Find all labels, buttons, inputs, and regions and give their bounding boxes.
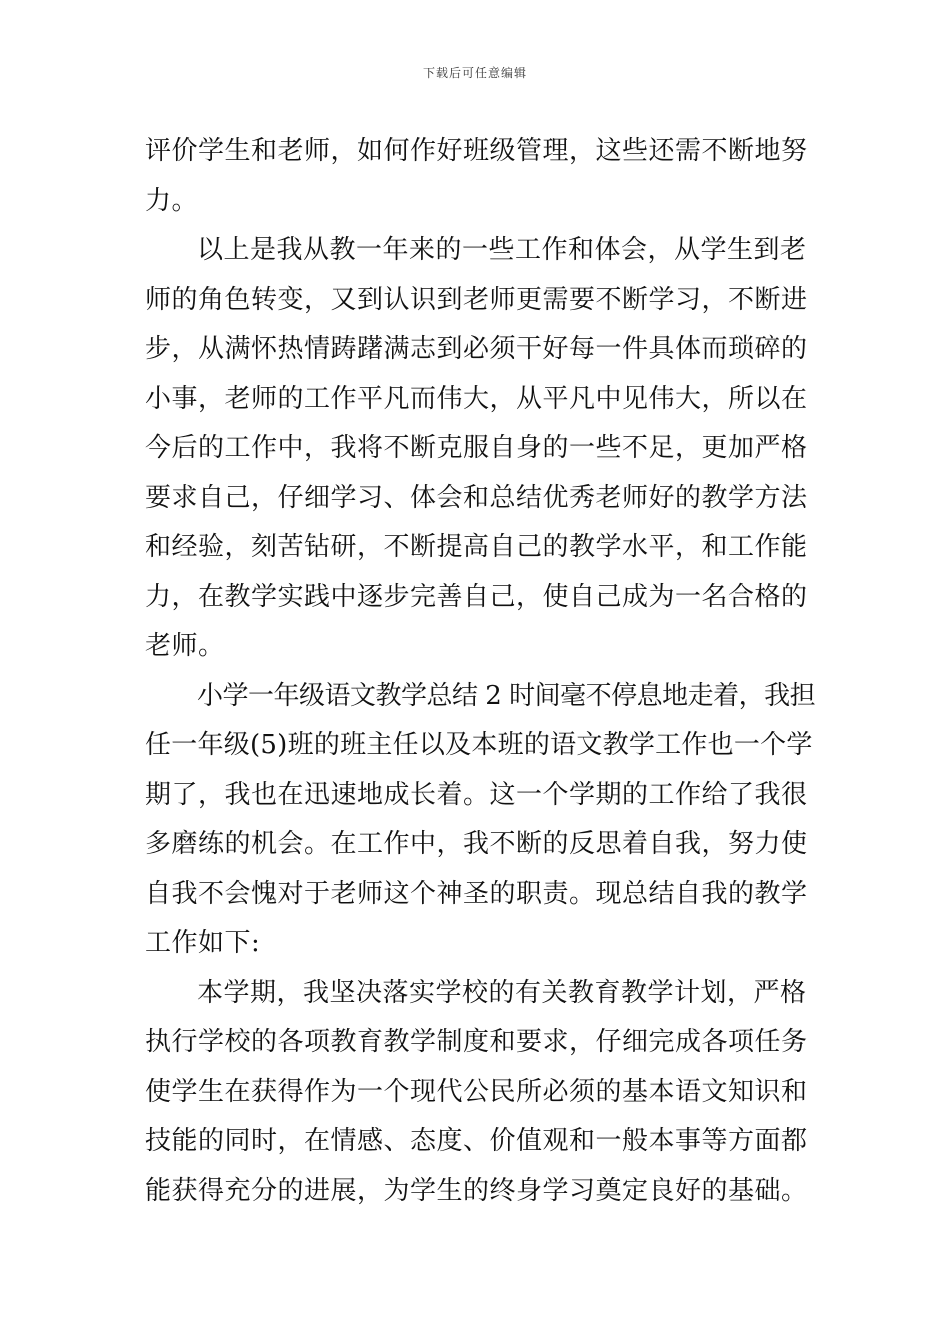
text-line: 今后的工作中，我将不断克服自身的一些不足，更加严格 (145, 433, 808, 463)
page-header: 下载后可任意编辑 (422, 66, 527, 80)
text-line: 评价学生和老师，如何作好班级管理，这些还需不断地努 (145, 136, 808, 166)
text-line: 要求自己，仔细学习、体会和总结优秀老师好的教学方法 (145, 482, 808, 513)
text-line: 和经验，刻苦钻研，不断提高自己的教学水平，和工作能 (145, 532, 808, 562)
text-line: 步，从满怀热情踌躇满志到必须干好每一件具体而琐碎的 (145, 334, 808, 364)
text-line: 使学生在获得作为一个现代公民所必须的基本语文知识和 (145, 1076, 808, 1107)
text-line: 能获得充分的进展，为学生的终身学习奠定良好的基础。 (145, 1175, 808, 1206)
text-line: 老师。 (145, 631, 225, 661)
paragraph-start-line: 以上是我从教一年来的一些工作和体会，从学生到老 (197, 235, 807, 265)
text-line: 力。 (145, 185, 199, 216)
text-line: 师的角色转变，又到认识到老师更需要不断学习，不断进 (145, 284, 808, 315)
paragraph-start-line: 小学一年级语文教学总结 2 时间毫不停息地走着，我担 (197, 680, 816, 711)
text-line: 技能的同时，在情感、态度、价值观和一般本事等方面都 (145, 1126, 808, 1156)
text-line: 力，在教学实践中逐步完善自己，使自己成为一名合格的 (145, 581, 808, 612)
text-line: 多磨练的机会。在工作中，我不断的反思着自我，努力使 (145, 829, 808, 859)
text-line: 工作如下: (145, 928, 261, 958)
text-line: 执行学校的各项教育教学制度和要求，仔细完成各项任务 (145, 1027, 808, 1057)
text-line: 期了，我也在迅速地成长着。这一个学期的工作给了我很 (145, 779, 808, 810)
text-line: 自我不会愧对于老师这个神圣的职责。现总结自我的教学 (145, 878, 808, 909)
text-line: 小事，老师的工作平凡而伟大，从平凡中见伟大，所以在 (145, 383, 808, 414)
document-body (145, 127, 815, 1216)
text-line: 任一年级(5)班的班主任以及本班的语文教学工作也一个学 (145, 730, 813, 760)
paragraph-start-line: 本学期，我坚决落实学校的有关教育教学计划，严格 (197, 977, 807, 1008)
